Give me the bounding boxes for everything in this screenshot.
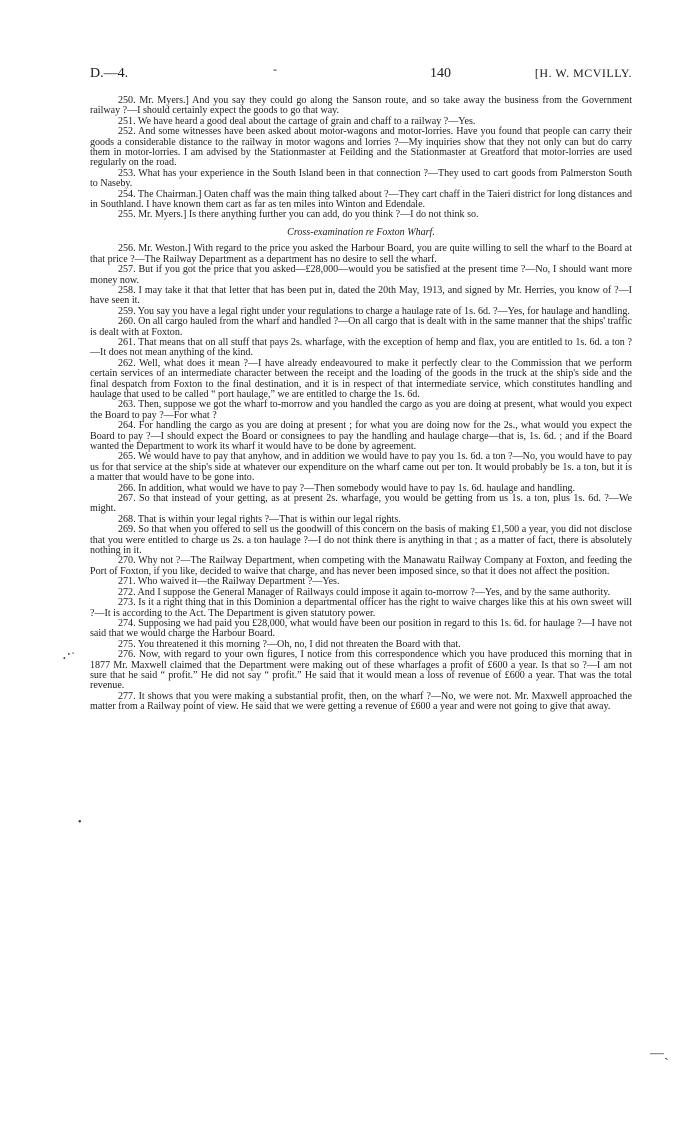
paragraph-272: 272. And I suppose the General Manager of Railways could impose it again to-morrow ?—Yes, and by the same authority. (118, 586, 611, 598)
paragraph-255: 255. Mr. Myers.] Is there anything further you can add, do you think ?—I do not think so. (118, 209, 479, 221)
paragraph-271: 271. Who waived it—the Railway Department ?—Yes. (118, 576, 340, 588)
paragraph-274: 274. Supposing we had paid you £28,000, what would have been our position in regard to this 1s. 6d. for haulage ?—I have not said that we would charge the Harbour Board. (90, 617, 632, 640)
paragraph-269: 269. So that when you offered to sell us the goodwill of this concern on the basis of making £1,500 a year, you did not disclose that you were entitled to charge us 2s. a ton haulage ?—I do not think there is anything in that ; as a matter of fact, there is absolutely nothing in it. (90, 524, 632, 557)
header-dot-mark: - (273, 62, 277, 76)
right-margin-mark: —ˎ (650, 1046, 669, 1061)
paragraph-261: 261. That means that on all stuff that pays 2s. wharfage, with the exception of hemp and flax, you are entitled to 1s. 6d. a ton ?—It does not mean anything of the kind. (90, 336, 632, 359)
report-reference: D.—4. (90, 66, 129, 81)
paragraph-270: 270. Why not ?—The Railway Department, when competing with the Manawatu Railway Company at Foxton, and feeding the Port of Foxton, if you like, decided to waive that charge, and has never been imposed since, so that it does not affect the position. (90, 555, 632, 577)
paragraph-252: 252. And some witnesses have been asked about motor-wagons and motor-lorries. Have you found that people can carry their goods a considerable distance to the railway in motor wagons and lorries ?—My inquiries show that they not only can but do carry them in motor-lorries. I am advised by the Stationmaster at Feilding and the Stationmaster at Greatford that motor-lorries are used regularly on the road. (90, 126, 632, 169)
paragraph-262: 262. Well, what does it mean ?—I have already endeavoured to make it perfectly clear to the Commission that we perform certain services of an intermediate character between the receipt and the loading of the goods in the truck at the ship's side and the final despatch from Foxton to the final destination, and it is in respect of that intermediate service, which constitutes handling and haulage that used to be called “ port haulage,” we are entitled to charge the 1s. 6d. (90, 357, 632, 400)
paragraph-267: 267. So that instead of your getting, as at present 2s. wharfage, you would be getting from us 1s. a ton, plus 1s. 6d. ?—We might. (90, 493, 632, 515)
page-header (90, 62, 632, 84)
paragraph-273: 273. Is it a right thing that in this Dominion a departmental officer has the right to waive charges like this at his own sweet will ?—It is according to the Act. The Department is given statutory power. (90, 597, 632, 619)
paragraph-265: 265. We would have to pay that anyhow, and in addition we would have to pay you 1s. 6d. a ton ?—No, you would have to pay us for that service at the ship's side at whatever our expenditure on the wharf came out per ton. It would probably be 1s. a ton, but it is a matter that would have to be gone into. (90, 451, 632, 484)
testimony-body (90, 96, 632, 713)
paragraph-266: 266. In addition, what would we have to pay ?—Then somebody would have to pay 1s. 6d. haulage and handling. (118, 482, 576, 494)
paragraph-258: 258. I may take it that that letter that has been put in, dated the 20th May, 1913, and signed by Mr. Herries, you know of ?—I have seen it. (90, 284, 632, 307)
paragraph-251: 251. We have heard a good deal about the cartage of grain and chaff to a railway ?—Yes. (118, 115, 476, 127)
paragraph-253: 253. What has your experience in the South Island been in that connection ?—They used to cart goods from Palmerston South to Naseby. (90, 167, 632, 190)
paragraph-275: 275. You threatened it this morning ?—Oh, no, I did not threaten the Board with that. (118, 638, 461, 650)
paragraph-264: 264. For handling the cargo as you are doing at present ; for what you are doing now for the 2s., what would you expect the Board to pay ?—I should expect the Board or consignees to pay the handling and haulage charge—that is, 1s. 6d. ; and if the Board wanted the Department to work its wharf it would have to be done by agreement. (90, 420, 632, 452)
paragraph-260: 260. On all cargo hauled from the wharf and handled ?—On all cargo that is dealt with in the same manner that the ships' traffic is dealt with at Foxton. (90, 316, 632, 338)
paragraph-263: 263. Then, suppose we got the wharf to-morrow and you handled the cargo as you are doing at present, what would you expect the Board to pay ?—For what ? (90, 399, 632, 421)
paragraph-277: 277. It shows that you were making a substantial profit, then, on the wharf ?—No, we were not. Mr. Maxwell approached the matter from a Railway point of view. He said that we were getting a revenue of £600 a year and were not going to give that away. (90, 690, 632, 713)
paragraph-268: 268. That is within your legal rights ?—That is within our legal rights. (118, 513, 401, 525)
paragraph-256: 256. Mr. Weston.] With regard to the price you asked the Harbour Board, you are quite willing to sell the wharf to the Board at that price ?—The Railway Department as a department has no desire to sell the wharf. (90, 243, 632, 265)
section-subheading: Cross-examination re Foxton Wharf. (287, 226, 435, 238)
left-margin-bullet: • (78, 817, 82, 828)
page-number: 140 (430, 66, 451, 81)
paragraph-276: 276. Now, with regard to your own figures, I notice from this correspondence which you have produced this morning that in 1877 Mr. Maxwell claimed that the Department were making out of these wharfages a profit of £600 a year. Is that so ?—I am not sure that he said “ profit.” He did not say “ profit.” He said that it would mean a loss of revenue of £600 a year. That was the total revenue. (90, 649, 632, 692)
paragraph-259: 259. You say you have a legal right under your regulations to charge a haulage rate of 1s. 6d. ?—Yes, for haulage and handling. (118, 305, 630, 317)
left-margin-mark: ․‧ˑ (62, 648, 76, 663)
paragraph-254: 254. The Chairman.] Oaten chaff was the main thing talked about ?—They cart chaff in the Taieri district for long distances and in Southland. I have known them cart as far as ten miles into Winton and Edendale. (90, 188, 632, 211)
paragraph-257: 257. But if you got the price that you asked—£28,000—would you be satisfied at the present time ?—No, I should want more money now. (90, 264, 632, 286)
witness-name: [H. W. MCVILLY. (534, 66, 632, 80)
paragraph-250: 250. Mr. Myers.] And you say they could go along the Sanson route, and so take away the business from the Government railway ?—I should certainly expect the goods to go that way. (90, 95, 632, 117)
